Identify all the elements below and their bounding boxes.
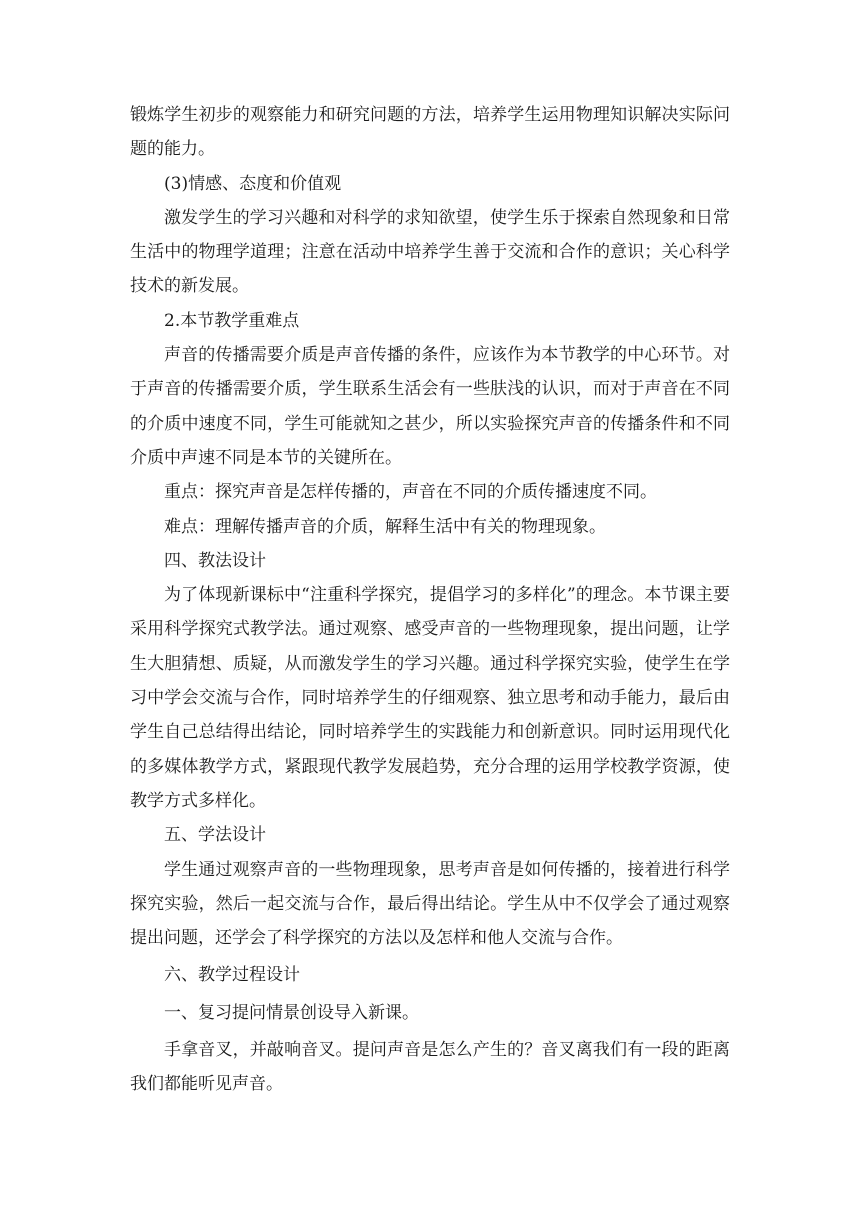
paragraph-tuning-fork: 手拿音叉，并敲响音叉。提问声音是怎么产生的？音叉离我们有一段的距离我们都能听见声音。 xyxy=(130,1040,730,1095)
paragraph-teaching-method: 为了体现新课标中“注重科学探究，提倡学习的多样化”的理念。本节课主要采用科学探究式教学法。通过观察、感受声音的一些物理现象，提出问题，让学生大胆猜想、质疑，从而激发学生的学习兴趣。通过科学探究实验，使学生在学习中学会交流与合作，同时培养学生的仔细观察、独立思考和动手能力，最后由学生自己总结得出结论，同时培养学生的实践能力和创新意识。同时运用现代化的多媒体教学方式，紧跟现代教学发展趋势，充分合理的运用学校教学资源，使教学方式多样化。 xyxy=(130,585,730,811)
paragraph-emotion-goals: 激发学生的学习兴趣和对科学的求知欲望，使学生乐于探索自然现象和日常生活中的物理学道理；注意在活动中培养学生善于交流和合作的意识；关心科学技术的新发展。 xyxy=(130,207,730,297)
paragraph-key-point: 重点：探究声音是怎样传播的，声音在不同的介质传播速度不同。 xyxy=(164,482,657,503)
paragraph-key-points-description: 声音的传播需要介质是声音传播的条件，应该作为本节教学的中心环节。对于声音的传播需要介质，学生联系生活会有一些肤浅的认识，而对于声音在不同的介质中速度不同，学生可能就知之甚少，所以实验探究声音的传播条件和不同介质中声速不同是本节的关键所在。 xyxy=(130,345,730,468)
heading-review-intro: 一、复习提问情景创设导入新课。 xyxy=(164,1002,419,1023)
document-page xyxy=(130,98,730,1102)
heading-emotion-attitude-values: (3)情感、态度和价值观 xyxy=(164,173,342,194)
heading-teaching-process: 六、教学过程设计 xyxy=(164,965,300,986)
paragraph-difficult-point: 难点：理解传播声音的介质，解释生活中有关的物理现象。 xyxy=(164,516,606,537)
paragraph-learning-method: 学生通过观察声音的一些物理现象，思考声音是如何传播的，接着进行科学探究实验，然后一起交流与合作，最后得出结论。学生从中不仅学会了通过观察提出问题，还学会了科学探究的方法以及怎样和他人交流与合作。 xyxy=(130,859,730,949)
paragraph-continuation: 锻炼学生初步的观察能力和研究问题的方法，培养学生运用物理知识解决实际问题的能力。 xyxy=(130,105,730,160)
heading-key-difficult-points: 2.本节教学重难点 xyxy=(164,310,300,331)
heading-teaching-method: 四、教法设计 xyxy=(164,550,266,571)
heading-learning-method: 五、学法设计 xyxy=(164,825,266,846)
